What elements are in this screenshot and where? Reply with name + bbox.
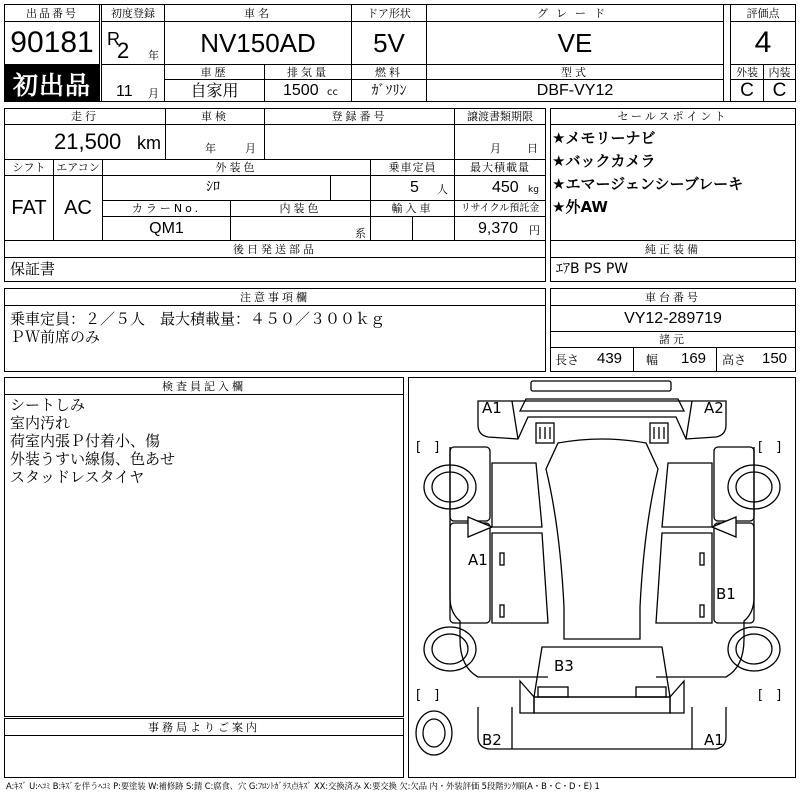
inspection-label: 車検	[165, 108, 265, 125]
sales-point: ★外AW	[552, 198, 608, 216]
plate-cell	[264, 124, 455, 160]
grade-value: VE	[426, 21, 724, 65]
displacement-label: 排気量	[264, 64, 352, 80]
type-label: 型式	[426, 64, 724, 80]
left-body-icon	[450, 447, 548, 677]
inspector-note: 室内汚れ	[10, 414, 71, 432]
inspector-label: 検査員記入欄	[4, 377, 404, 395]
office-label: 事務局よりご案内	[4, 718, 404, 736]
score-label: 評価点	[730, 4, 796, 22]
mileage-value: 21,500	[54, 129, 122, 154]
inspector-notes	[10, 396, 175, 486]
inspector-note: 外装うすい線傷、色あせ	[10, 450, 176, 468]
inspector-note: 荷室内張Ｐ付着小、傷	[10, 432, 161, 450]
doc-month-unit: 月	[490, 142, 501, 155]
inspector-note: シートしみ	[10, 396, 86, 414]
later-parts-label: 後日発送部品	[4, 240, 546, 258]
recycle-value: 9,370	[478, 220, 519, 237]
int-color-cell	[230, 216, 371, 241]
sales-list	[552, 127, 743, 219]
inspection-month-unit: 月	[245, 142, 256, 155]
dims-divider-1	[633, 347, 634, 372]
recycle-unit: 円	[529, 224, 540, 237]
capacity-unit: 人	[437, 183, 448, 196]
reg-month-unit: 月	[148, 87, 159, 100]
mileage-label: 走行	[4, 108, 166, 125]
equip-value: ｴｱB PS PW	[556, 261, 629, 277]
caution-line: ＰＷ前席のみ	[10, 328, 101, 346]
capacity-label: 乗車定員	[370, 159, 455, 176]
ext-color-value: ｼﾛ	[206, 179, 220, 195]
sales-label: セールスポイント	[550, 108, 796, 125]
ext-color-divider	[330, 175, 331, 201]
length-label: 長さ	[555, 353, 580, 367]
import-label: 輸入車	[370, 200, 455, 217]
int-grade-value: C	[763, 79, 796, 102]
first-listing-badge: 初出品	[4, 65, 100, 102]
roof-icon	[546, 439, 658, 639]
model-label: 車名	[164, 4, 352, 22]
height-label: 高さ	[722, 353, 747, 367]
history-label: 車歴	[164, 64, 265, 80]
reg-year: 2	[117, 38, 130, 63]
width-label: 幅	[646, 353, 659, 367]
history-value: 自家用	[164, 79, 265, 102]
grade-label: グレード	[426, 4, 724, 22]
reg-year-unit: 年	[148, 49, 159, 62]
load-unit: kg	[528, 185, 539, 195]
equip-label: 純正装備	[550, 240, 796, 258]
recycle-label: リサイクル預託金	[454, 200, 546, 217]
doors-label: ドア形状	[351, 4, 427, 22]
ac-label: エアコン	[53, 159, 103, 176]
displacement-unit: cc	[327, 87, 338, 98]
doc-deadline-label: 譲渡書類期限	[454, 108, 546, 125]
model-value: NV150AD	[164, 21, 352, 65]
doc-day-unit: 日	[527, 142, 538, 155]
inspection-year-unit: 年	[205, 142, 216, 155]
color-no-label: カラーNo.	[102, 200, 231, 217]
front-bumper-icon	[531, 381, 671, 391]
damage-mark-a1-front-left: A1	[482, 399, 502, 417]
height-value: 150	[762, 350, 788, 367]
bracket-left-top: [ ]	[416, 440, 440, 455]
damage-mark-a2-front-right: A2	[704, 399, 724, 417]
dims-divider-2	[716, 347, 717, 372]
right-body-icon	[656, 447, 754, 677]
ac-value: AC	[53, 175, 103, 241]
caution-text	[10, 310, 385, 346]
reg-era: R	[107, 29, 120, 49]
bracket-right-top: [ ]	[758, 440, 782, 455]
damage-mark-b2-rear-left: B2	[482, 731, 502, 749]
length-value: 439	[597, 350, 623, 367]
int-color-unit: 系	[355, 227, 366, 240]
chassis-label: 車台番号	[550, 288, 796, 306]
shift-label: シフト	[4, 159, 54, 176]
int-color-label: 内装色	[230, 200, 371, 217]
damage-mark-b1-right-side: B1	[716, 585, 736, 603]
displacement-value: 1500	[283, 82, 319, 99]
capacity-value: 5	[410, 179, 419, 196]
bracket-right-bottom: [ ]	[758, 688, 782, 703]
load-value: 450	[492, 179, 519, 196]
int-grade-label: 内装	[763, 64, 796, 80]
damage-mark-b3-rear: B3	[554, 657, 574, 675]
fuel-label: 燃料	[351, 64, 427, 80]
damage-mark-a1-left-side: A1	[468, 551, 488, 569]
dims-label: 諸元	[550, 331, 796, 348]
damage-mark-a1-rear-right: A1	[704, 731, 724, 749]
bracket-left-bottom: [ ]	[416, 688, 440, 703]
mileage-unit: km	[137, 133, 161, 153]
chassis-number: VY12-289719	[550, 305, 796, 332]
width-value: 169	[681, 350, 707, 367]
inspector-note: スタッドレスタイヤ	[10, 468, 145, 486]
plate-label: 登録番号	[264, 108, 455, 125]
doors-value: 5V	[351, 21, 427, 65]
later-parts-value: 保証書	[10, 260, 56, 278]
color-no-value: QM1	[102, 216, 231, 241]
caution-line: 乗車定員：２／５人 最大積載量：４５０／３００ｋｇ	[10, 310, 386, 328]
sales-point: ★バックカメラ	[552, 152, 656, 170]
caution-label: 注意事項欄	[4, 288, 546, 306]
car-diagram	[408, 377, 796, 778]
import-divider	[412, 216, 413, 241]
lot-number: 90181	[4, 21, 100, 65]
load-label: 最大積載量	[454, 159, 546, 176]
ext-grade-value: C	[730, 79, 764, 102]
ext-color-label: 外装色	[102, 159, 371, 176]
reg-label: 初度登録	[101, 4, 165, 22]
reg-month: 11	[116, 83, 133, 100]
legend-text: A:ｷｽﾞ U:ﾍｺﾐ B:ｷｽﾞを伴うﾍｺﾐ P:要塗装 W:補修跡 S:錆 C:腐食、穴 G:ﾌﾛﾝﾄｶﾞﾗｽ点ｷｽﾞ XX:交換済み X:要交換 欠:欠品 内・外装評価 5段階ﾗﾝｸ順(A・B・C・D・E) 1	[6, 781, 600, 791]
score-value: 4	[730, 21, 796, 65]
fuel-value: ｶﾞｿﾘﾝ	[351, 79, 427, 102]
shift-value: FAT	[4, 175, 54, 241]
type-value: DBF-VY12	[426, 79, 724, 102]
sales-point: ★メモリーナビ	[552, 129, 656, 147]
sales-point: ★エマージェンシーブレーキ	[552, 175, 744, 193]
ext-grade-label: 外装	[730, 64, 764, 80]
lot-number-label: 出品番号	[4, 4, 100, 22]
